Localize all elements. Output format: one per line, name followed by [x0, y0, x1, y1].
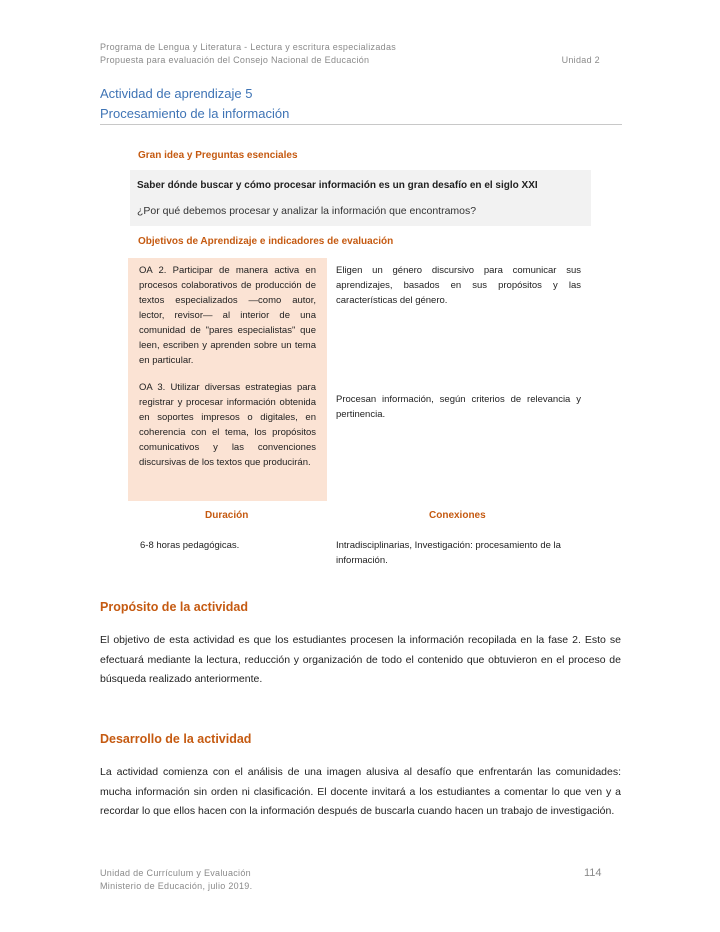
activity-title-block — [100, 84, 289, 124]
development-paragraph: La actividad comienza con el análisis de una imagen alusiva al desafío que enfrentarán las comunidades: mucha información sin orden ni clasificación. El docente invitará a los estudiantes a comentar lo que ven y a recordar lo que ellos hacen con la información después de buscarla cuando hacen un trabajo de investigación. — [100, 766, 621, 817]
objectives-label: Objetivos de Aprendizaje e indicadores de evaluación — [138, 236, 394, 247]
footer-unit: Unidad de Currículum y Evaluación — [100, 868, 251, 878]
oa-column — [128, 258, 327, 501]
purpose-heading: Propósito de la actividad — [100, 600, 248, 614]
page-number: 114 — [584, 867, 602, 879]
header-unit: Unidad 2 — [561, 55, 600, 65]
activity-subtitle: Procesamiento de la información — [100, 106, 290, 121]
header-program: Programa de Lengua y Literatura - Lectura y escritura especializadas — [100, 42, 397, 52]
gran-idea-statement: Saber dónde buscar y cómo procesar información es un gran desafío en el siglo XXI — [137, 180, 538, 191]
connections-label: Conexiones — [429, 510, 486, 521]
purpose-paragraph: El objetivo de esta actividad es que los estudiantes procesen la información recopilada en la fase 2. Esto se efectuará mediante la lectura, reducción y organización de todo el contenido que obtuvieron en el proceso de búsqueda realizado anteriormente. — [100, 634, 621, 685]
activity-title: Actividad de aprendizaje 5 — [100, 86, 253, 101]
development-heading: Desarrollo de la actividad — [100, 732, 252, 746]
title-divider — [100, 124, 622, 125]
duration-value: 6-8 horas pedagógicas. — [140, 540, 240, 551]
essential-question: ¿Por qué debemos procesar y analizar la información que encontramos? — [137, 205, 477, 217]
indicator-oa-3: Procesan información, según criterios de relevancia y pertinencia. — [336, 394, 581, 420]
gran-idea-label: Gran idea y Preguntas esenciales — [138, 150, 298, 161]
gran-idea-box — [130, 170, 591, 226]
connections-value: Intradisciplinarias, Investigación: procesamiento de la información. — [336, 540, 561, 566]
indicator-oa-2: Eligen un género discursivo para comunicar sus aprendizajes, basados en sus propósitos y las características del género. — [336, 265, 581, 306]
duration-label: Duración — [205, 510, 249, 521]
header-proposal: Propuesta para evaluación del Consejo Nacional de Educación — [100, 55, 370, 65]
oa-3-text: OA 3. Utilizar diversas estrategias para registrar y procesar información obtenida en soportes impresos o digitales, en coherencia con el tema, los propósitos comunicativos y las convenciones discursivas de los textos que producirán. — [139, 382, 316, 468]
footer-ministry: Ministerio de Educación, julio 2019. — [100, 881, 253, 891]
oa-2-text: OA 2. Participar de manera activa en procesos colaborativos de producción de textos especializados —como autor, lector, revisor— al interior de una comunidad de "pares especialistas" que leen, escriben y aprenden sobre un tema en particular. — [139, 265, 316, 366]
